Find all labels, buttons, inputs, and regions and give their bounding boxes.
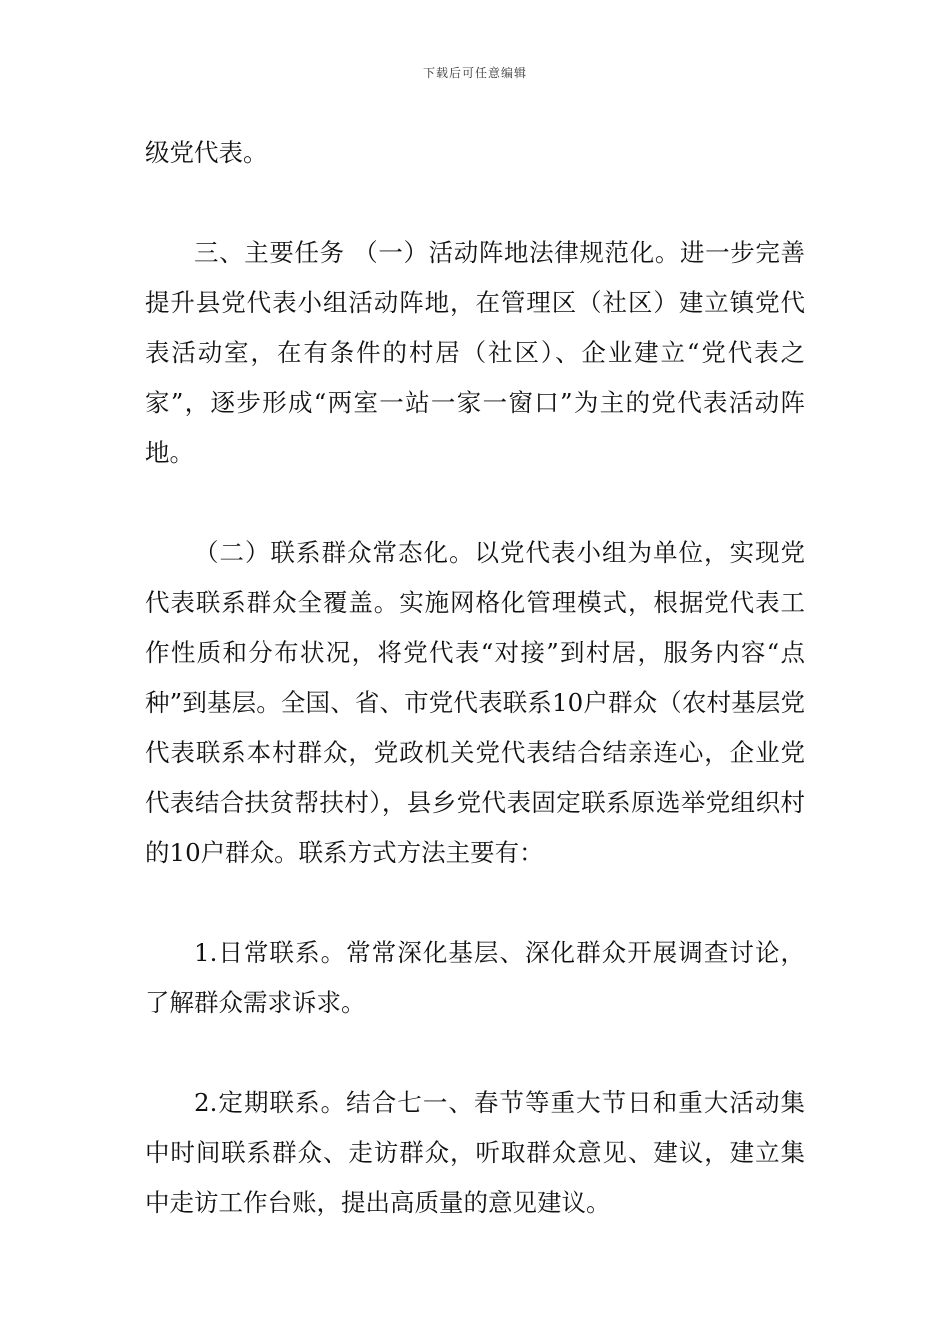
paragraph-contact-masses: （二）联系群众常态化。以党代表小组为单位，实现党代表联系群众全覆盖。实施网格化管理模式，根据党代表工作性质和分布状况，将党代表“对接”到村居，服务内容“点种”到基层。全国、省、市党代表联系10户群众（农村基层党代表联系本村群众，党政机关党代表结合结亲连心，企业党代表结合扶贫帮扶村），县乡党代表固定联系原选举党组织村的10户群众。联系方式方法主要有： [145, 538, 805, 867]
page-header-note: 下载后可任意编辑 [422, 66, 527, 80]
paragraph-continuation: 级党代表。 [145, 138, 268, 167]
paragraph-periodic-contact: 2.定期联系。结合七一、春节等重大节日和重大活动集中时间联系群众、走访群众，听取群众意见、建议，建立集中走访工作台账，提出高质量的意见建议。 [145, 1088, 805, 1217]
paragraph-main-tasks: 三、主要任务 （一）活动阵地法律规范化。进一步完善提升县党代表小组活动阵地，在管理区（社区）建立镇党代表活动室，在有条件的村居（社区）、企业建立“党代表之家”，逐步形成“两室一站一家一窗口”为主的党代表活动阵地。 [145, 238, 805, 467]
paragraph-gap [145, 478, 805, 528]
paragraph-daily-contact: 1.日常联系。常常深化基层、深化群众开展调查讨论，了解群众需求诉求。 [145, 938, 805, 1017]
document-body [145, 128, 805, 1228]
paragraph-gap [145, 178, 805, 228]
paragraph-gap [145, 878, 805, 928]
paragraph-gap [145, 1028, 805, 1078]
